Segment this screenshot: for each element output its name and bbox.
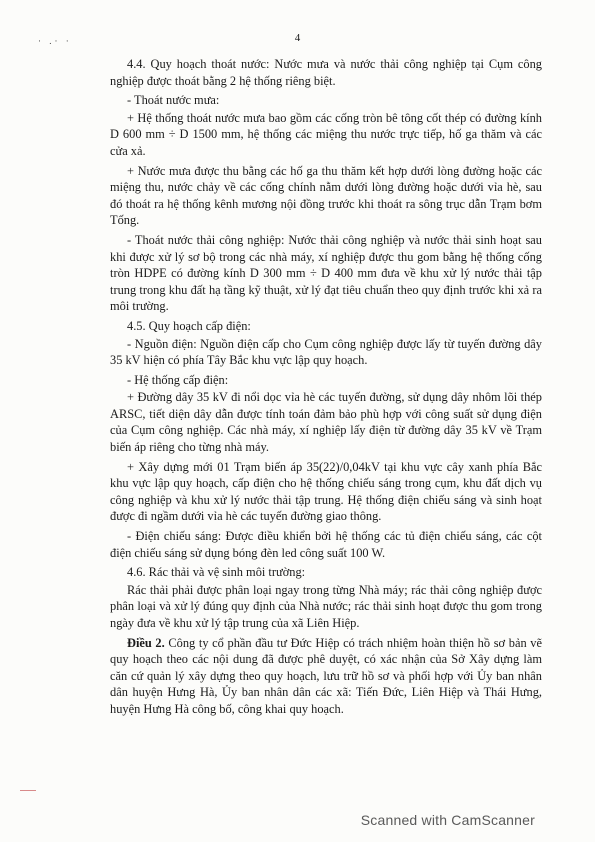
scan-noise: · .· · <box>38 36 72 46</box>
power-source-paragraph: - Nguồn điện: Nguồn điện cấp cho Cụm công nghiệp được lấy từ tuyến đường dây 35 kV hiện có phía Tây Bắc khu vực lập quy hoạch. <box>110 336 542 368</box>
margin-mark <box>20 790 36 791</box>
page-number: 4 <box>294 32 301 44</box>
section-4-6-heading: 4.6. Rác thải và vệ sinh môi trường: <box>127 565 306 580</box>
wastewater-paragraph: - Thoát nước thải công nghiệp: Nước thải công nghiệp và nước thải sinh hoạt sau khi được xử lý sơ bộ trong các nhà máy, xí nghiệp được thu gom bằng hệ thống cống tròn HDPE có đường kính D 300 mm ÷ D 400 mm đưa về khu xử lý nước thải tập trung trong khu đất hạ tầng kỹ thuật, xử lý đạt tiêu chuẩn theo quy định trước khi xả ra môi trường. <box>110 232 542 314</box>
camscanner-watermark: Scanned with CamScanner <box>360 812 535 828</box>
transformer-paragraph: + Xây dựng mới 01 Trạm biến áp 35(22)/0,04kV tại khu vực cây xanh phía Bắc khu vực lập quy hoạch, cấp điện cho hệ thống chiếu sáng trong cụm, khu đất dịch vụ công nghiệp và khu xử lý nước thải tập trung. Hệ thống điện chiếu sáng và sinh hoạt được đi ngầm dưới vỉa hè các tuyến đường giao thông. <box>110 459 542 524</box>
rainwater-collection-paragraph: + Nước mưa được thu bằng các hố ga thu thăm kết hợp dưới lòng đường hoặc các miệng thu, nước chảy về các cống chính nằm dưới lòng đường hoặc dưới vỉa hè, sau đó thoát ra hệ thống kênh mương nội đồng trước khi thoát ra sông trục dẫn Trạm bơm Tống. <box>110 163 542 228</box>
power-system-heading: - Hệ thống cấp điện: <box>127 372 229 387</box>
document-body <box>110 56 542 721</box>
rainwater-heading: - Thoát nước mưa: <box>127 93 220 108</box>
article-2-label: Điều 2. <box>127 635 165 650</box>
waste-paragraph: Rác thải phải được phân loại ngay trong từng Nhà máy; rác thải công nghiệp được phân loại và xử lý đúng quy định của Nhà nước; rác thải sinh hoạt được thu gom trong ngày đưa về khu xử lý tập trung của xã Liên Hiệp. <box>110 582 542 630</box>
section-4-4-heading: 4.4. Quy hoạch thoát nước: Nước mưa và nước thải công nghiệp tại Cụm công nghiệp được thoát bằng 2 hệ thống riêng biệt. <box>110 57 542 88</box>
rainwater-system-paragraph: + Hệ thống thoát nước mưa bao gồm các cống tròn bê tông cốt thép có đường kính D 600 mm ÷ D 1500 mm, hệ thống các miệng thu nước trực tiếp, hố ga thăm và các cửa xả. <box>110 110 542 158</box>
section-4-5-heading: 4.5. Quy hoạch cấp điện: <box>127 318 251 333</box>
article-2-paragraph <box>110 635 542 718</box>
power-line-paragraph: + Đường dây 35 kV đi nổi dọc vỉa hè các tuyến đường, sử dụng dây nhôm lõi thép ARSC, tiết diện dây dẫn được tính toán đảm bảo phù hợp với công suất sử dụng điện của Cụm công nghiệp. Các nhà máy, xí nghiệp lấy điện từ đường dây 35 kV về Trạm biến áp riêng cho từng nhà máy. <box>110 390 542 455</box>
article-2-text: Công ty cổ phần đầu tư Đức Hiệp có trách nhiệm hoàn thiện hồ sơ bản vẽ quy hoạch theo các nội dung đã được phê duyệt, có xác nhận của Sở Xây dựng làm căn cứ quản lý xây dựng theo quy hoạch, lưu trữ hồ sơ và phối hợp với Ủy ban nhân dân huyện Hưng Hà, Ủy ban nhân dân các xã: Tiến Đức, Liên Hiệp và Thái Hưng, huyện Hưng Hà công bố, công khai quy hoạch. <box>110 635 542 716</box>
lighting-paragraph: - Điện chiếu sáng: Được điều khiển bởi hệ thống các tủ điện chiếu sáng, các cột điện chiếu sáng sử dụng bóng đèn led công suất 100 W. <box>110 529 542 560</box>
